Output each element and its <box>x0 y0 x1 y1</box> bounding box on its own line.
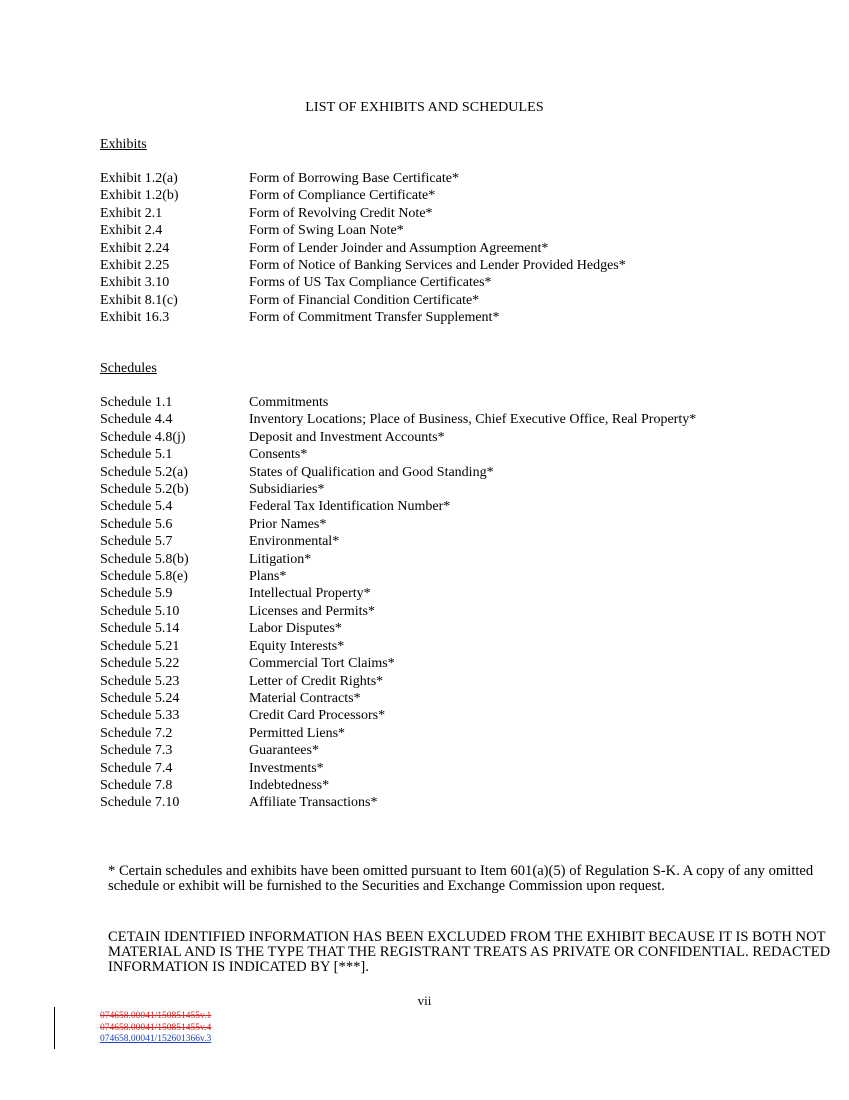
schedule-label: Schedule 4.8(j) <box>100 429 186 445</box>
schedule-label: Schedule 5.8(b) <box>100 551 189 567</box>
schedule-label: Schedule 7.4 <box>100 760 173 776</box>
revision-change-bar <box>54 1007 55 1049</box>
list-item <box>100 603 696 620</box>
list-item <box>100 205 626 222</box>
schedule-description: Investments* <box>249 760 324 776</box>
schedule-label: Schedule 5.1 <box>100 447 173 463</box>
schedule-label: Schedule 5.23 <box>100 673 180 689</box>
list-item <box>100 187 626 204</box>
schedule-description: Consents* <box>249 447 308 463</box>
list-item <box>100 498 696 515</box>
exhibit-label: Exhibit 2.25 <box>100 258 170 274</box>
page-number: vii <box>417 993 432 1008</box>
list-item <box>100 411 696 428</box>
schedule-description: Affiliate Transactions* <box>249 795 378 811</box>
exhibit-description: Form of Borrowing Base Certificate* <box>249 171 459 186</box>
exhibit-label: Exhibit 1.2(a) <box>100 171 178 186</box>
schedule-description: Labor Disputes* <box>249 621 342 637</box>
schedule-description: Credit Card Processors* <box>249 708 386 724</box>
schedule-description: Deposit and Investment Accounts* <box>249 429 445 445</box>
omitted-schedules-footnote: * Certain schedules and exhibits have been omitted pursuant to Item 601(a)(5) of Regulation S-K. A copy of any omitted schedule or exhibit will be furnished to the Securities and Exchange Commission upon request. <box>108 863 814 894</box>
schedule-label: Schedule 5.2(a) <box>100 464 188 480</box>
exhibit-description: Form of Commitment Transfer Supplement* <box>249 310 500 326</box>
deleted-document-id: 074658.00041/150851455v.1 <box>100 1011 212 1021</box>
schedule-description: Permitted Liens* <box>249 725 346 741</box>
schedule-description: Plans* <box>249 569 287 585</box>
schedule-description: Intellectual Property* <box>249 586 371 602</box>
schedule-label: Schedule 7.10 <box>100 795 180 811</box>
schedule-label: Schedule 5.9 <box>100 586 173 602</box>
list-item <box>100 309 626 326</box>
list-item <box>100 516 696 533</box>
schedule-description: Commercial Tort Claims* <box>249 656 395 672</box>
schedule-description: States of Qualification and Good Standing* <box>249 464 494 480</box>
list-item <box>100 742 696 759</box>
list-item <box>100 481 696 498</box>
schedule-description: Equity Interests* <box>249 638 345 654</box>
schedule-description: Licenses and Permits* <box>249 603 375 619</box>
exhibit-label: Exhibit 16.3 <box>100 310 170 326</box>
schedule-description: Commitments <box>249 395 329 410</box>
list-item <box>100 533 696 550</box>
schedule-label: Schedule 1.1 <box>100 395 173 410</box>
schedule-label: Schedule 5.2(b) <box>100 482 189 498</box>
document-id-block <box>100 1011 211 1046</box>
exhibit-label: Exhibit 2.1 <box>100 205 163 221</box>
schedule-label: Schedule 5.22 <box>100 656 180 672</box>
page-title: LIST OF EXHIBITS AND SCHEDULES <box>305 100 544 115</box>
exhibit-label: Exhibit 3.10 <box>100 275 170 291</box>
schedule-description: Material Contracts* <box>249 690 361 706</box>
list-item <box>100 170 626 187</box>
schedule-description: Indebtedness* <box>249 777 330 793</box>
schedule-label: Schedule 5.6 <box>100 516 173 532</box>
schedule-label: Schedule 5.33 <box>100 708 180 724</box>
schedule-description: Prior Names* <box>249 516 327 532</box>
schedule-label: Schedule 7.8 <box>100 777 173 793</box>
schedule-description: Inventory Locations; Place of Business, Chief Executive Office, Real Property* <box>249 412 697 428</box>
schedule-description: Guarantees* <box>249 743 319 759</box>
exhibit-description: Form of Revolving Credit Note* <box>249 205 433 221</box>
list-item <box>100 620 696 637</box>
schedule-label: Schedule 5.8(e) <box>100 569 188 585</box>
schedule-description: Subsidiaries* <box>249 482 325 498</box>
deleted-document-id: 074658.00041/150851455v.4 <box>100 1022 212 1033</box>
schedule-label: Schedule 5.7 <box>100 534 173 550</box>
schedule-label: Schedule 5.14 <box>100 621 180 637</box>
exhibits-heading: Exhibits <box>100 137 147 152</box>
list-item <box>100 292 626 309</box>
schedule-label: Schedule 5.10 <box>100 603 180 619</box>
list-item <box>100 222 626 239</box>
list-item <box>100 585 696 602</box>
list-item <box>100 394 696 411</box>
list-item <box>100 673 696 690</box>
list-item <box>100 638 696 655</box>
exhibit-description: Forms of US Tax Compliance Certificates* <box>249 275 492 291</box>
schedule-label: Schedule 5.4 <box>100 499 173 515</box>
list-item <box>100 274 626 291</box>
exhibit-label: Exhibit 2.4 <box>100 223 163 239</box>
list-item <box>100 777 696 794</box>
list-item <box>100 568 696 585</box>
exhibit-description: Form of Notice of Banking Services and Lender Provided Hedges* <box>249 258 626 274</box>
schedules-heading: Schedules <box>100 361 157 376</box>
exhibits-list <box>100 170 626 327</box>
current-document-id: 074658.00041/152601366v.3 <box>100 1034 212 1044</box>
list-item <box>100 655 696 672</box>
exhibit-label: Exhibit 8.1(c) <box>100 292 178 308</box>
list-item <box>100 707 696 724</box>
schedule-label: Schedule 7.3 <box>100 743 173 759</box>
list-item <box>100 725 696 742</box>
list-item <box>100 464 696 481</box>
schedule-description: Litigation* <box>249 551 312 567</box>
exhibit-description: Form of Swing Loan Note* <box>249 223 404 239</box>
list-item <box>100 690 696 707</box>
list-item <box>100 446 696 463</box>
list-item <box>100 551 696 568</box>
exhibit-description: Form of Lender Joinder and Assumption Agreement* <box>249 240 549 256</box>
schedule-label: Schedule 5.24 <box>100 690 180 706</box>
schedule-label: Schedule 7.2 <box>100 725 173 741</box>
exhibit-label: Exhibit 1.2(b) <box>100 188 179 204</box>
schedule-label: Schedule 5.21 <box>100 638 180 654</box>
exhibit-description: Form of Compliance Certificate* <box>249 188 436 204</box>
list-item <box>100 794 696 811</box>
list-item <box>100 760 696 777</box>
schedule-description: Federal Tax Identification Number* <box>249 499 451 515</box>
schedule-description: Environmental* <box>249 534 340 550</box>
exhibit-label: Exhibit 2.24 <box>100 240 170 256</box>
schedules-list <box>100 394 696 812</box>
list-item <box>100 240 626 257</box>
schedule-label: Schedule 4.4 <box>100 412 173 428</box>
exhibit-description: Form of Financial Condition Certificate* <box>249 292 480 308</box>
redaction-notice: CETAIN IDENTIFIED INFORMATION HAS BEEN EXCLUDED FROM THE EXHIBIT BECAUSE IT IS BOTH NOT MATERIAL AND IS THE TYPE THAT THE REGISTRANT TREATS AS PRIVATE OR CONFIDENTIAL. REDACTED INFORMATION IS INDICATED BY [***]. <box>108 929 831 975</box>
list-item <box>100 429 696 446</box>
schedule-description: Letter of Credit Rights* <box>249 673 384 689</box>
list-item <box>100 257 626 274</box>
